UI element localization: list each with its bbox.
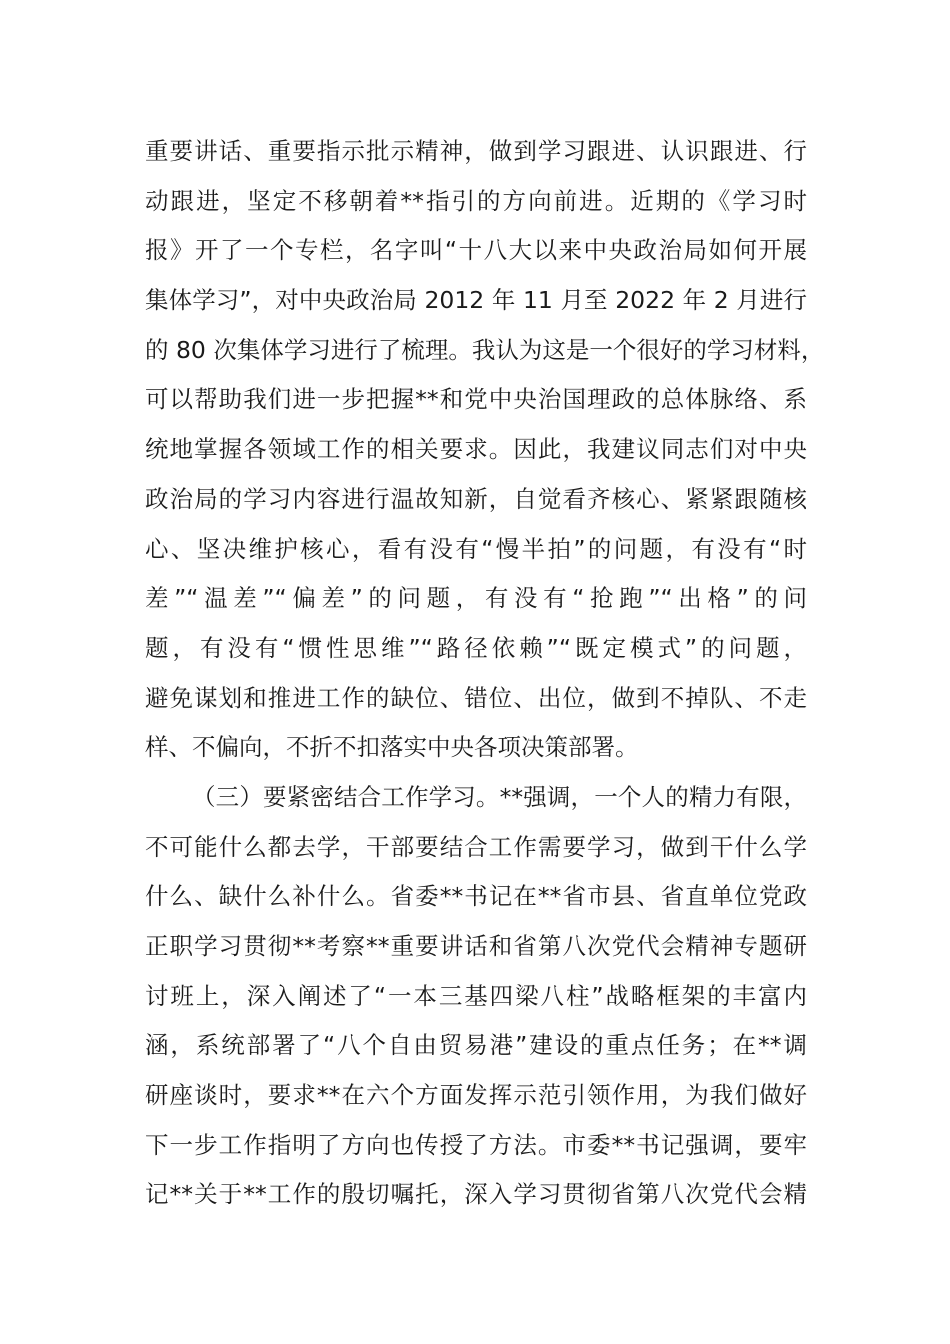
text-line: 差”“温差”“偏差”的问题，有没有“抢跑”“出格”的问 [145, 584, 807, 613]
text-line: 研座谈时，要求**在六个方面发挥示范引领作用，为我们做好 [145, 1081, 807, 1110]
text-line: 记**关于**工作的殷切嘱托，深入学习贯彻省第八次党代会精 [145, 1180, 807, 1209]
text-line: 统地掌握各领域工作的相关要求。因此，我建议同志们对中央 [145, 435, 807, 464]
text-line: 下一步工作指明了方向也传授了方法。市委**书记强调，要牢 [145, 1130, 807, 1159]
text-line: 的 80 次集体学习进行了梳理。我认为这是一个很好的学习材料， [145, 335, 825, 364]
text-line: 不可能什么都去学，干部要结合工作需要学习，做到干什么学 [145, 832, 807, 861]
text-line: 什么、缺什么补什么。省委**书记在**省市县、省直单位党政 [145, 882, 807, 911]
text-line: 重要讲话、重要指示批示精神，做到学习跟进、认识跟进、行 [145, 137, 807, 165]
text-line: 讨班上，深入阐述了“一本三基四梁八柱”战略框架的丰富内 [145, 981, 807, 1010]
text-line: 可以帮助我们进一步把握**和党中央治国理政的总体脉络、系 [145, 385, 807, 414]
text-line: 心、坚决维护核心，看有没有“慢半拍”的问题，有没有“时 [145, 534, 807, 563]
text-line: 题，有没有“惯性思维”“路径依赖”“既定模式”的问题， [145, 633, 807, 662]
text-line: 政治局的学习内容进行温故知新，自觉看齐核心、紧紧跟随核 [145, 484, 807, 513]
paragraph-end-line: 样、不偏向，不折不扣落实中央各项决策部署。 [145, 733, 639, 762]
text-line: 报》开了一个专栏，名字叫“十八大以来中央政治局如何开展 [145, 236, 807, 265]
section-heading-line: （三）要紧密结合工作学习。**强调，一个人的精力有限， [192, 782, 807, 811]
document-body [145, 127, 825, 1220]
text-line: 避免谋划和推进工作的缺位、错位、出位，做到不掉队、不走 [145, 683, 807, 712]
text-line: 动跟进，坚定不移朝着**指引的方向前进。近期的《学习时 [145, 186, 807, 215]
text-line: 正职学习贯彻**考察**重要讲话和省第八次党代会精神专题研 [145, 932, 807, 960]
text-line: 集体学习”，对中央政治局 2012 年 11 月至 2022 年 2 月进行 [145, 286, 807, 315]
text-line: 涵，系统部署了“八个自由贸易港”建设的重点任务；在**调 [145, 1031, 807, 1060]
